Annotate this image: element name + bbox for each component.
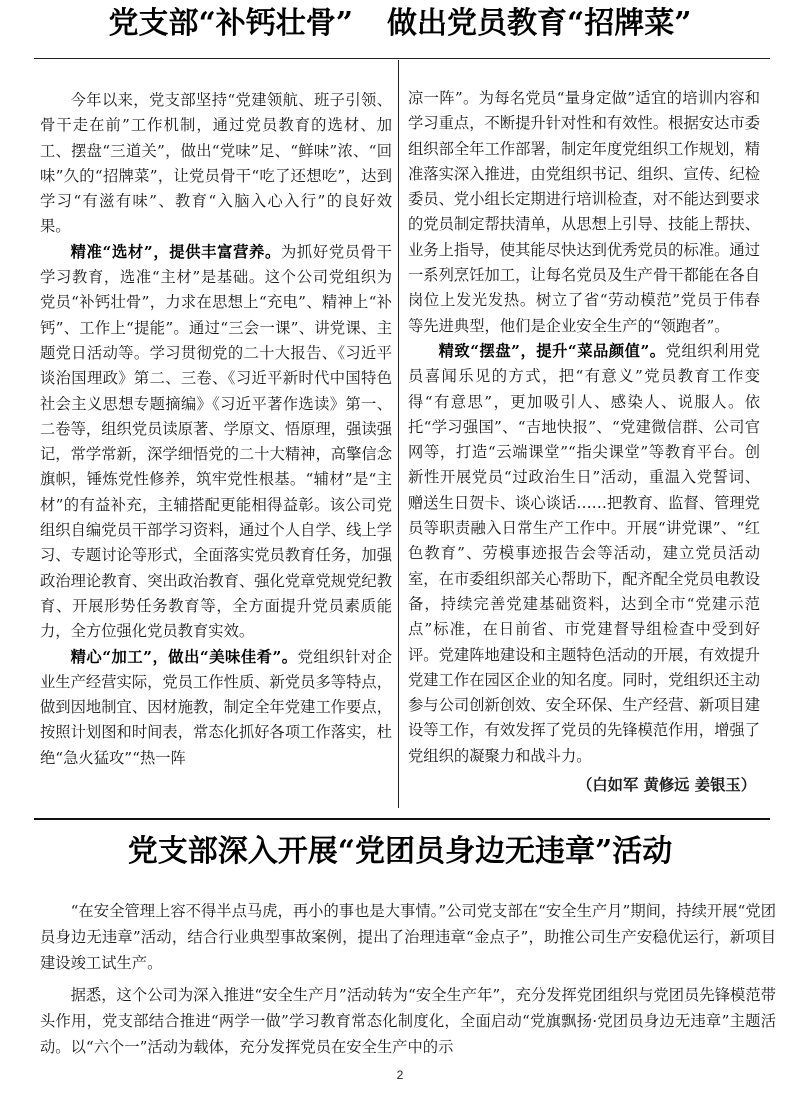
article1-headline-part1: 党支部“补钙壮骨”	[108, 6, 353, 41]
section2-heading: 精心“加工”，做出“美味佳肴”。	[70, 647, 298, 666]
section3-body: 党组织利用党员喜闻乐见的方式，把“有意义”党员教育工作变得“有意思”，更加吸引人、感染人、说服人。依托“学习强国”、“吉地快报”、“党建微信群、公司官网等，打造“云端课堂”“指尖课堂”等教育平台。创新性开展党员“过政治生日”活动，重温入党誓词、赠送生日贺卡、谈心谈话……把教育、监督、管理党员等职责融入日常生产工作中。开展“讲党课”、“红色教育”、劳模事迹报告会等活动，建立党员活动室，在市委组织部关心帮助下，配齐配全党员电教设备，持续完善党建基础资料，达到全市“党建示范点”标准，在日前省、市党建督导组检查中受到好评。党建阵地建设和主题特色活动的开展，有效提升党建工作在园区企业的知名度。同时，党组织还主动参与公司创新创效、安全环保、生产经营、新项目建设等工作，有效发挥了党员的先锋模范作用，增强了党组织的凝聚力和战斗力。	[408, 341, 760, 765]
article-separator	[34, 818, 770, 820]
section2-body-continued: 凉一阵”。为每名党员“量身定做”适宜的培训内容和学习重点，不断提升针对性和有效性。根据安达市委组织部全年工作部署，制定年度党组织工作规划，精准落实深入推进，由党组织书记、组织、宣传、纪检委员、党小组长定期进行培训检查，对不能达到要求的党员制定帮扶清单，从思想上引导、技能上帮扶、业务上指导，使其能尽快达到优秀党员的标准。通过一系列烹饪加工，让每名党员及生产骨干都能在各自岗位上发光发热。树立了省“劳动模范”党员于伟春等先进典型，他们是企业安全生产的“领跑者”。	[408, 89, 760, 335]
article2-paragraph-1: “在安全管理上容不得半点马虎，再小的事也是大事情。”公司党支部在“安全生产月”期间，持续开展“党团员身边无违章”活动，结合行业典型事故案例，提出了治理违章“金点子”，助推公司生产安稳优运行，新项目建设竣工试生产。	[40, 902, 776, 972]
section1-body: 为抓好党员骨干学习教育，选准“主材”是基础。这个公司党组织为党员“补钙壮骨”，力求在思想上“充电”、精神上“补钙”、工作上“提能”。通过“三会一课”、讲党课、主题党日活动等。学习贯彻党的二十大报告、《习近平谈治国理政》第二、三卷、《习近平新时代中国特色社会主义思想专题摘编》《习近平著作选读》第一、二卷等，组织党员读原著、学原文、悟原理，强读强记，常学常新，深学细悟党的二十大精神，高擎信念旗帜，锤炼党性修养，筑牢党性根基。“辅材”是“主材”的有益补充，主辅搭配更能相得益彰。该公司党组织自编党员干部学习资料，通过个人自学、线上学习、专题讨论等形式，全面落实党员教育任务，加强政治理论教育、突出政治教育、强化党章党规党纪教育、开展形势任务教育等，全方面提升党员素质能力，全方位强化党员教育实效。	[40, 242, 392, 641]
column-divider	[398, 60, 399, 808]
section1-heading: 精准“选材”，提供丰富营养。	[70, 242, 281, 261]
article1-section3	[408, 339, 760, 769]
page-number: 2	[396, 1068, 404, 1082]
article2-body	[40, 898, 776, 1066]
section2-body: 党组织针对企业生产经营实际，党员工作性质、新党员多等特点，做到因地制宜、因材施教，制定全年党建工作要点，按照计划图和时间表，常态化抓好各项工作落实，杜绝“急火猛攻”“热一阵	[40, 647, 392, 767]
article1-section1	[40, 240, 392, 645]
article1-byline: （白如军 黄修远 姜银玉）	[577, 776, 756, 795]
article1-headline	[40, 4, 760, 44]
article1-right-column	[408, 86, 760, 798]
article1-left-column	[40, 88, 392, 771]
article1-section2	[40, 645, 392, 771]
article2-headline: 党支部深入开展“党团员身边无违章”活动	[127, 834, 673, 869]
article2-paragraph-2: 据悉，这个公司为深入推进“安全生产月”活动转为“安全生产年”，充分发挥党团组织与党团员先锋模范带头作用，党支部结合推进“两学一做”学习教育常态化制度化，全面启动“党旗飘扬·党团员身边无违章”主题活动。以“六个一”活动为载体，充分发挥党员在安全生产中的示	[40, 986, 776, 1056]
headline-rule	[34, 58, 770, 59]
article1-intro: 今年以来，党支部坚持“党建领航、班子引领、骨干走在前”工作机制，通过党员教育的选材、加工、摆盘“三道关”，做出“党味”足、“鲜味”浓、“回味”久的“招牌菜”，让党员骨干“吃了还想吃”，达到学习“有滋有味”、教育“入脑入心入行”的良好效果。	[40, 91, 392, 236]
section3-heading: 精致“摆盘”，提升“菜品颜值”。	[438, 341, 666, 360]
article1-headline-part2: 做出党员教育“招牌菜”	[387, 6, 692, 41]
